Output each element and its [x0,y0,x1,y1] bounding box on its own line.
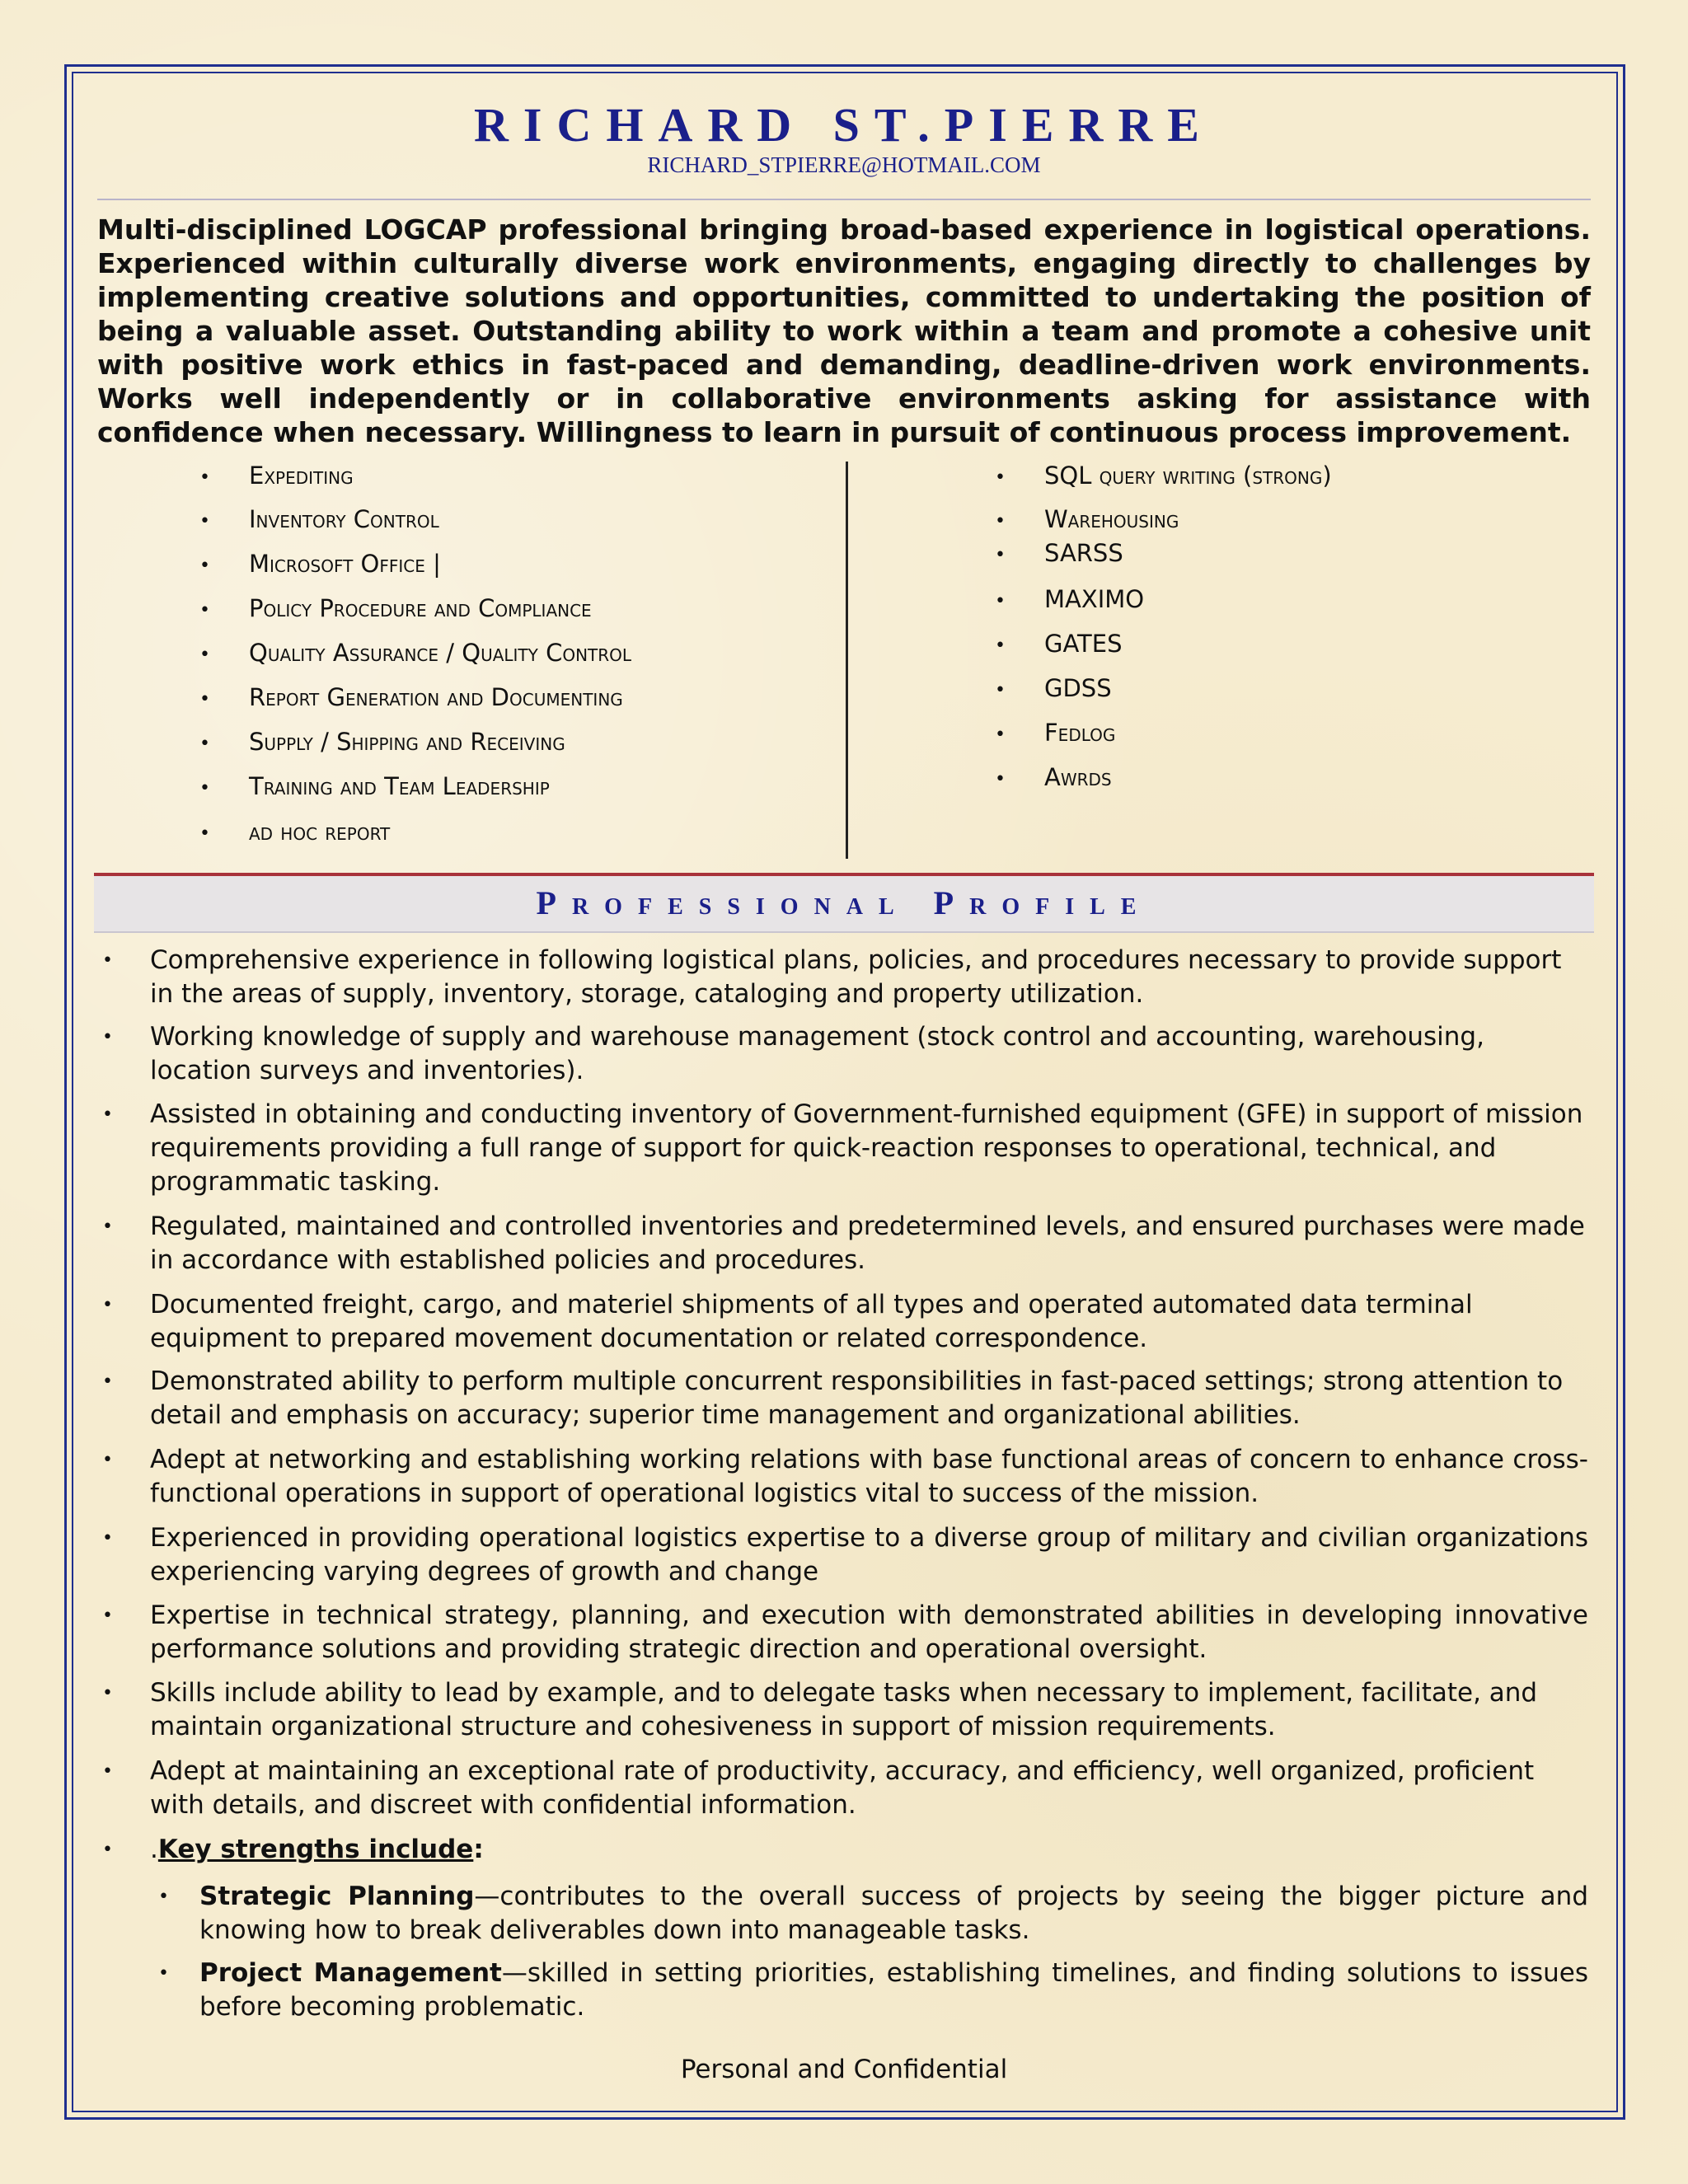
candidate-email: RICHARD_STPIERRE@HOTMAIL.COM [647,152,1041,177]
bullet-icon: • [199,467,210,488]
bullet-icon: • [102,1840,113,1860]
skill-item [995,630,1123,658]
bullet-icon: • [199,511,210,532]
skill-label: SARSS [1044,539,1123,567]
bullet-icon: • [102,1216,113,1237]
skill-label: Supply / Shipping and Receiving [249,728,565,756]
key-strengths-label: Key strengths include [157,1835,474,1864]
bullet-icon: • [199,689,210,710]
skill-label: Report Generation and Documenting [249,683,623,711]
skill-item [995,763,1112,791]
bullet-icon: • [995,769,1006,790]
bullet-icon: • [199,555,210,576]
key-strengths-suffix: : [473,1835,484,1864]
bullet-icon: • [102,1371,113,1392]
summary-paragraph: Multi-disciplined LOGCAP professional bringing broad-based experience in logistical operations. Experienced within culturally diverse work environments, engaging directly to challenges by implementing creative solutions and opportunities, committed to undertaking the position of being a valuable asset. Outstanding ability to work within a team and promote a cohesive unit with positive work ethics in fast-paced and demanding, deadline-driven work environments. Works well independently or in collaborative environments asking for assistance with confidence when necessary. Willingness to learn in pursuit of continuous process improvement. [97,213,1591,448]
skill-item [199,728,565,756]
profile-text: Adept at maintaining an exceptional rate of productivity, accuracy, and efficiency, well organized, proficient with details, and discreet with confidential information. [150,1756,1535,1820]
bullet-icon: • [995,545,1006,565]
profile-item [102,1443,1588,1511]
skill-item [199,772,550,800]
key-strength-title: Project Management [199,1958,502,1988]
skill-label: Training and Team Leadership [249,772,550,800]
skill-label: Microsoft Office | [249,550,441,578]
bullet-icon: • [158,1963,169,1984]
profile-item [102,944,1588,1011]
profile-text: Documented freight, cargo, and materiel shipments of all types and operated automated data terminal equipment to prepared movement documentation or related correspondence. [150,1290,1473,1353]
profile-text: Adept at networking and establishing working relations with base functional areas of concern to enhance cross-functional operations in support of operational logistics vital to success of the mission. [150,1445,1588,1508]
section-title: Professional Profile [536,884,1152,921]
skill-label: Fedlog [1044,719,1116,747]
skill-label: SQL query writing (strong) [1044,462,1332,490]
skill-item [199,550,441,578]
skill-item [995,585,1145,613]
skill-item [199,462,354,490]
candidate-name: RICHARD ST.PIERRE [474,98,1214,152]
bullet-icon: • [199,823,210,844]
profile-item [102,1210,1588,1277]
bullet-icon: • [199,600,210,621]
bullet-icon: • [199,644,210,665]
key-strength-title: Strategic Planning [199,1882,475,1911]
profile-item [102,1020,1588,1088]
skill-item [995,674,1112,702]
skill-item [995,462,1332,490]
profile-item [102,1676,1588,1744]
skill-label: Policy Procedure and Compliance [249,594,592,622]
profile-text: Demonstrated ability to perform multiple concurrent responsibilities in fast-paced settings; strong attention to detail and emphasis on accuracy; superior time management and organizational abilities. [150,1366,1564,1430]
key-strength [158,1880,1588,1947]
bullet-icon: • [102,950,113,971]
key-strength-text: —contributes to the overall success of projects by seeing the bigger picture and knowing how to break deliverables down into manageable tasks. [199,1882,1588,1945]
bullet-icon: • [102,1295,113,1315]
skill-label: ad hoc report [249,818,391,846]
bullet-icon: • [199,733,210,754]
skill-item [199,683,623,711]
skill-label: GDSS [1044,674,1112,702]
bullet-icon: • [102,1104,113,1125]
skill-label: MAXIMO [1044,585,1145,613]
bullet-icon: • [995,680,1006,701]
profile-item [102,1288,1588,1356]
bullet-icon: • [158,1886,169,1907]
bullet-icon: • [995,591,1006,612]
profile-item [102,1365,1588,1432]
bullet-icon: • [102,1683,113,1704]
bullet-icon: • [102,1027,113,1047]
profile-text: Working knowledge of supply and warehouse management (stock control and accounting, warehousing, location surveys and inventories). [150,1022,1484,1085]
footer-note: Personal and Confidential [680,2055,1008,2084]
skill-item [995,539,1123,567]
key-strengths-item [102,1833,1588,1867]
bullet-icon: • [995,467,1006,488]
profile-text: Experienced in providing operational logistics expertise to a diverse group of military and civilian organizations experiencing varying degrees of growth and change [150,1523,1588,1586]
bullet-icon: • [995,635,1006,656]
skill-label: Awrds [1044,763,1112,791]
key-strength-text: —skilled in setting priorities, establishing timelines, and finding solutions to issues before becoming problematic. [199,1958,1588,2022]
bullet-icon: • [995,511,1006,532]
key-strengths-prefix: . [150,1835,158,1864]
skill-item [995,505,1179,533]
profile-item [102,1098,1588,1199]
bullet-icon: • [102,1761,113,1782]
profile-text: Skills include ability to lead by example, and to delegate tasks when necessary to implement, facilitate, and maintain organizational structure and cohesiveness in support of mission requirements. [150,1678,1538,1741]
skill-item [995,719,1116,747]
bullet-icon: • [995,724,1006,745]
skill-item [199,594,592,622]
bullet-icon: • [102,1528,113,1549]
skill-item [199,505,439,533]
bullet-icon: • [102,1605,113,1626]
key-strength [158,1957,1588,2024]
profile-text: Assisted in obtaining and conducting inventory of Government-furnished equipment (GFE) in support of mission requirements providing a full range of support for quick-reaction responses to operational, technical, and programmatic tasking. [150,1099,1583,1197]
profile-text: Comprehensive experience in following logistical plans, policies, and procedures necessary to provide support in the areas of supply, inventory, storage, cataloging and property utilization. [150,945,1562,1009]
skill-label: Inventory Control [249,505,439,533]
skill-label: Quality Assurance / Quality Control [249,639,632,667]
profile-item [102,1521,1588,1589]
header-divider [97,199,1591,200]
skills-column-divider [846,462,848,859]
skill-item [199,818,391,846]
profile-item [102,1599,1588,1666]
skill-label: Expediting [249,462,354,490]
skill-label: GATES [1044,630,1123,658]
profile-text: Regulated, maintained and controlled inventories and predetermined levels, and ensured purchases were made in accordance with established policies and procedures. [150,1212,1585,1275]
skill-item [199,639,632,667]
skill-label: Warehousing [1044,505,1179,533]
bullet-icon: • [102,1450,113,1470]
profile-item [102,1755,1588,1822]
bullet-icon: • [199,778,210,799]
profile-text: Expertise in technical strategy, planning, and execution with demonstrated abilities in developing innovative performance solutions and providing strategic direction and operational oversight. [150,1601,1588,1664]
